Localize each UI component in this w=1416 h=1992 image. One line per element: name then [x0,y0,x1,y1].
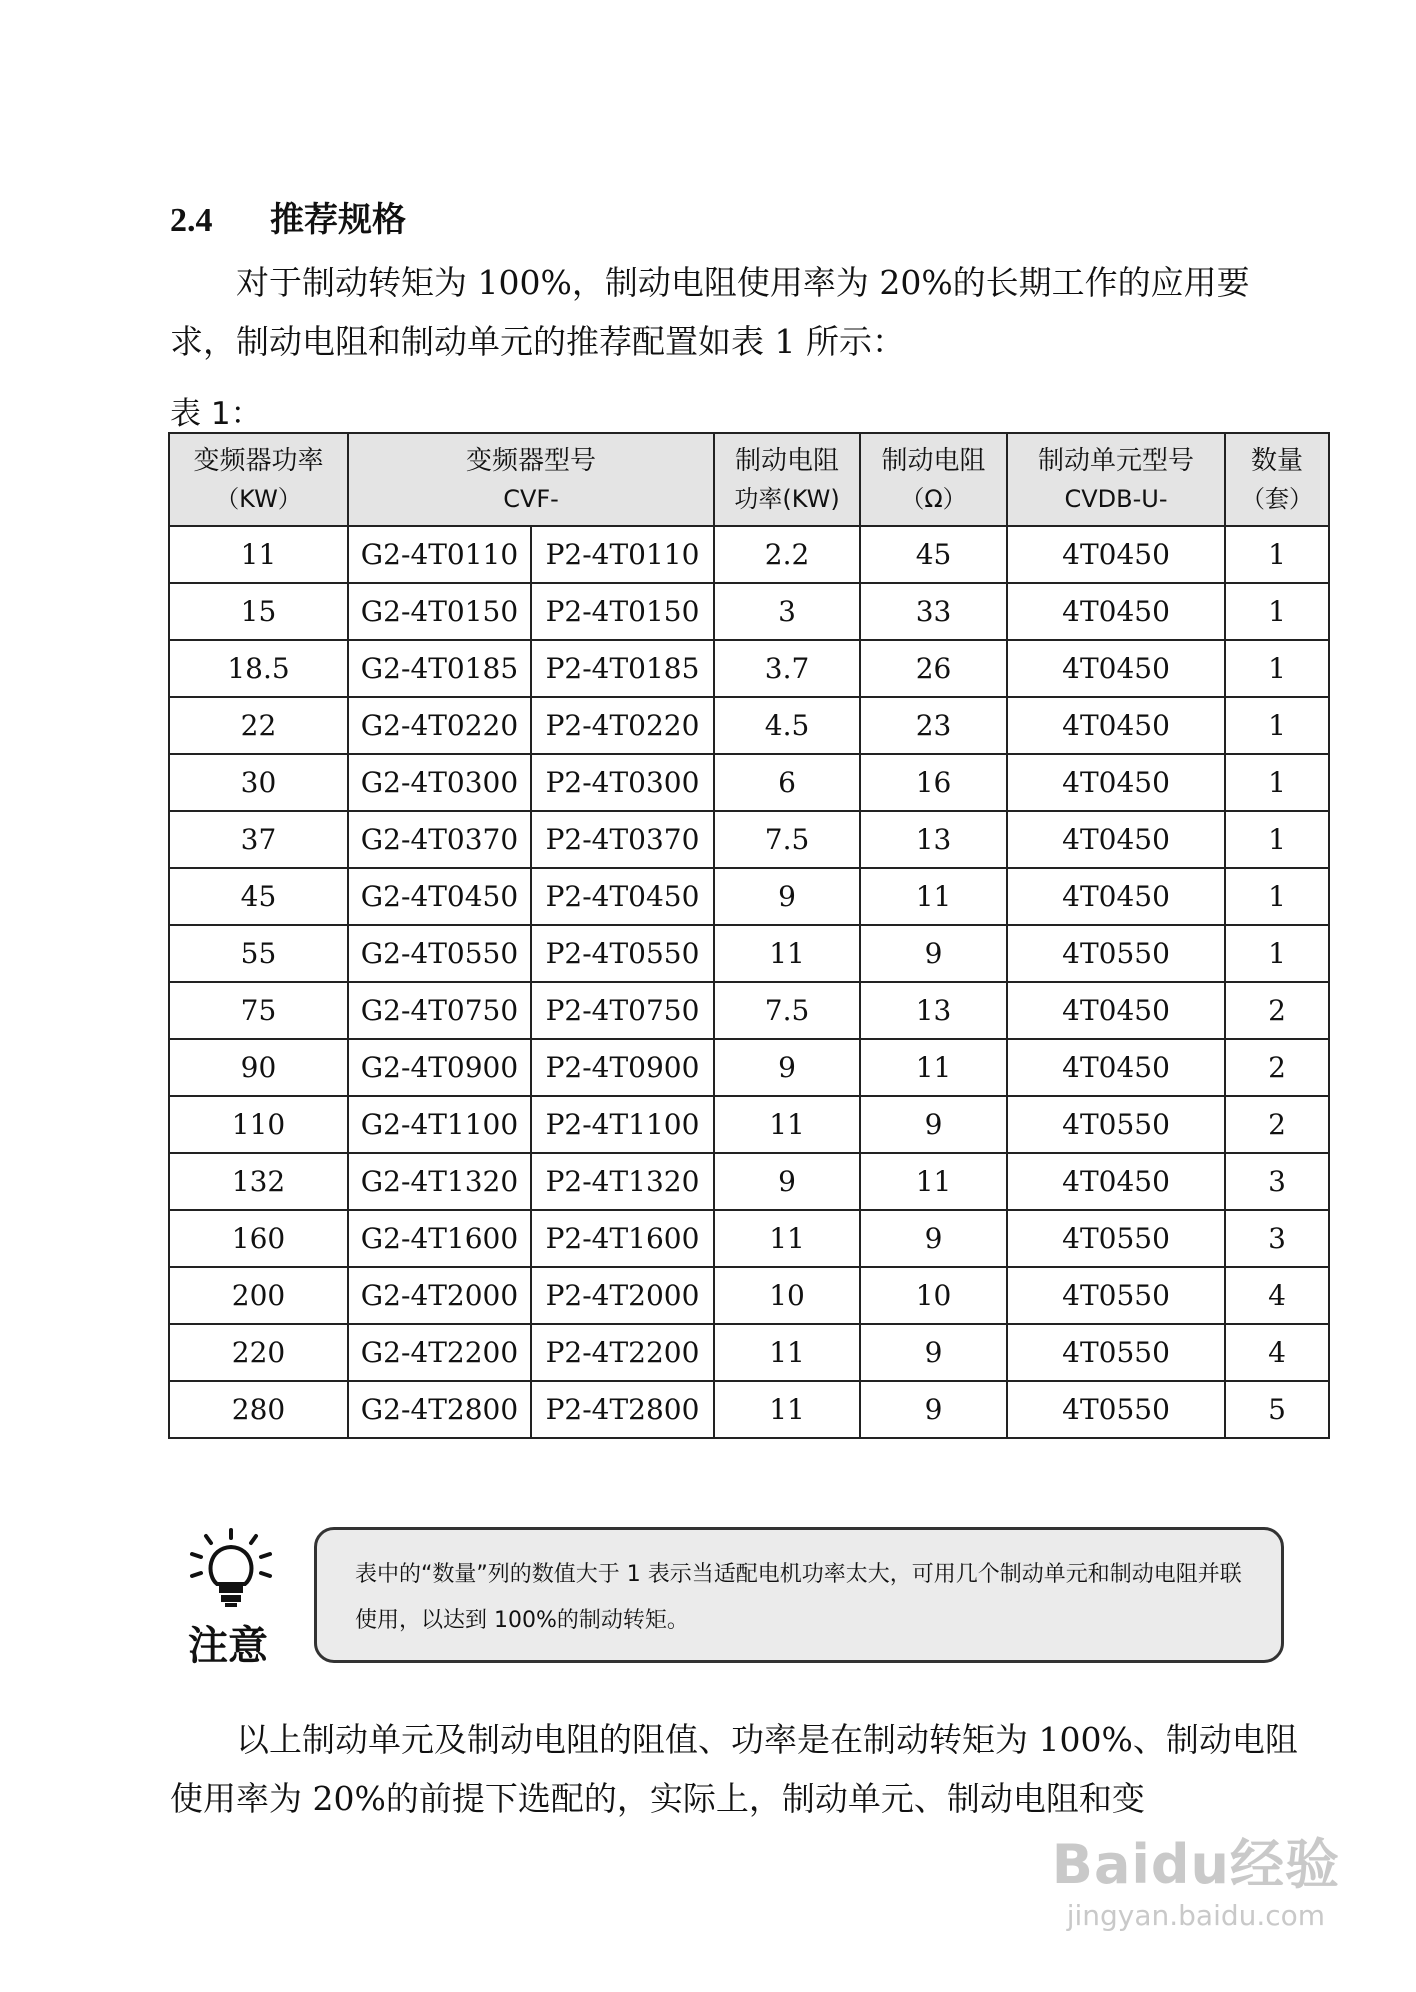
cell-power: 30 [169,754,348,811]
cell-unit-model: 4T0450 [1007,754,1225,811]
section-heading [170,192,406,241]
cell-power: 110 [169,1096,348,1153]
lightbulb-icon [186,1528,276,1608]
table-row [169,982,1329,1039]
cell-resistance: 11 [860,1153,1007,1210]
table-row [169,1153,1329,1210]
cell-quantity: 5 [1225,1381,1329,1438]
cell-quantity: 2 [1225,1096,1329,1153]
cell-quantity: 1 [1225,811,1329,868]
cell-model-p: P2-4T2000 [531,1267,714,1324]
table-row [169,811,1329,868]
cell-quantity: 1 [1225,697,1329,754]
cell-unit-model: 4T0450 [1007,1153,1225,1210]
cell-model-g: G2-4T0150 [348,583,531,640]
table-body [169,526,1329,1438]
cell-power: 75 [169,982,348,1039]
table-row [169,1267,1329,1324]
watermark [1052,1822,1340,1932]
cell-unit-model: 4T0550 [1007,1210,1225,1267]
header-resistance: 制动电阻 （Ω） [860,433,1007,526]
cell-resistor-power: 9 [714,1039,860,1096]
table-row [169,640,1329,697]
cell-resistor-power: 11 [714,1324,860,1381]
cell-resistor-power: 3 [714,583,860,640]
cell-power: 18.5 [169,640,348,697]
cell-model-p: P2-4T1320 [531,1153,714,1210]
cell-resistance: 16 [860,754,1007,811]
header-model: 变频器型号 CVF- [348,433,714,526]
cell-quantity: 1 [1225,526,1329,583]
cell-quantity: 3 [1225,1153,1329,1210]
cell-model-p: P2-4T1600 [531,1210,714,1267]
table-header-row [169,433,1329,526]
cell-quantity: 1 [1225,754,1329,811]
cell-model-g: G2-4T0300 [348,754,531,811]
cell-unit-model: 4T0450 [1007,697,1225,754]
cell-power: 220 [169,1324,348,1381]
cell-unit-model: 4T0550 [1007,1096,1225,1153]
table-row [169,1381,1329,1438]
cell-power: 90 [169,1039,348,1096]
cell-model-p: P2-4T0550 [531,925,714,982]
cell-resistance: 10 [860,1267,1007,1324]
cell-model-p: P2-4T2200 [531,1324,714,1381]
cell-model-g: G2-4T0370 [348,811,531,868]
section-number: 2.4 [170,202,213,239]
cell-power: 37 [169,811,348,868]
cell-model-g: G2-4T0750 [348,982,531,1039]
cell-resistor-power: 4.5 [714,697,860,754]
cell-resistance: 13 [860,982,1007,1039]
cell-resistor-power: 11 [714,1096,860,1153]
cell-quantity: 1 [1225,583,1329,640]
cell-quantity: 2 [1225,982,1329,1039]
cell-resistor-power: 2.2 [714,526,860,583]
cell-unit-model: 4T0550 [1007,925,1225,982]
cell-resistance: 11 [860,868,1007,925]
cell-unit-model: 4T0450 [1007,811,1225,868]
cell-unit-model: 4T0450 [1007,583,1225,640]
cell-quantity: 3 [1225,1210,1329,1267]
cell-quantity: 4 [1225,1267,1329,1324]
cell-unit-model: 4T0550 [1007,1381,1225,1438]
note-text: 表中的“数量”列的数值大于 1 表示当适配电机功率太大，可用几个制动单元和制动电阻并联使用，以达到 100%的制动转矩。 [355,1562,1242,1633]
cell-unit-model: 4T0450 [1007,868,1225,925]
cell-resistor-power: 9 [714,1153,860,1210]
cell-model-g: G2-4T1320 [348,1153,531,1210]
table-row [169,697,1329,754]
cell-model-g: G2-4T0450 [348,868,531,925]
cell-quantity: 1 [1225,868,1329,925]
cell-resistance: 9 [860,1096,1007,1153]
cell-quantity: 1 [1225,925,1329,982]
header-quantity: 数量 （套） [1225,433,1329,526]
cell-resistance: 26 [860,640,1007,697]
table-row [169,754,1329,811]
cell-model-g: G2-4T0220 [348,697,531,754]
header-resistor-power: 制动电阻 功率(KW) [714,433,860,526]
cell-model-g: G2-4T1600 [348,1210,531,1267]
note-box [314,1527,1284,1663]
cell-model-p: P2-4T1100 [531,1096,714,1153]
cell-model-p: P2-4T0110 [531,526,714,583]
cell-model-g: G2-4T2000 [348,1267,531,1324]
cell-power: 160 [169,1210,348,1267]
intro-paragraph: 对于制动转矩为 100%，制动电阻使用率为 20%的长期工作的应用要求，制动电阻和制动单元的推荐配置如表 1 所示： [170,263,1250,361]
cell-unit-model: 4T0450 [1007,526,1225,583]
cell-model-p: P2-4T2800 [531,1381,714,1438]
note-label: 注意 [188,1623,268,1669]
table-row [169,1210,1329,1267]
cell-resistor-power: 7.5 [714,982,860,1039]
table-row [169,925,1329,982]
spec-table [168,432,1330,1439]
cell-power: 280 [169,1381,348,1438]
cell-resistance: 9 [860,1324,1007,1381]
cell-unit-model: 4T0450 [1007,1039,1225,1096]
cell-resistance: 13 [860,811,1007,868]
cell-resistance: 23 [860,697,1007,754]
table-row [169,583,1329,640]
header-power: 变频器功率 （KW） [169,433,348,526]
cell-power: 15 [169,583,348,640]
cell-power: 22 [169,697,348,754]
cell-model-p: P2-4T0750 [531,982,714,1039]
section-title: 推荐规格 [270,200,406,240]
cell-power: 132 [169,1153,348,1210]
watermark-logo: Baidu经验 [1051,1833,1340,1896]
cell-model-g: G2-4T1100 [348,1096,531,1153]
cell-model-p: P2-4T0450 [531,868,714,925]
table-caption: 表 1： [170,396,262,432]
cell-resistance: 45 [860,526,1007,583]
table-row [169,868,1329,925]
cell-unit-model: 4T0550 [1007,1267,1225,1324]
cell-power: 11 [169,526,348,583]
cell-model-g: G2-4T0185 [348,640,531,697]
cell-model-p: P2-4T0370 [531,811,714,868]
cell-resistance: 9 [860,1210,1007,1267]
table-row [169,1096,1329,1153]
watermark-url: jingyan.baidu.com [1066,1899,1326,1932]
cell-unit-model: 4T0450 [1007,640,1225,697]
cell-resistance: 9 [860,925,1007,982]
cell-resistor-power: 6 [714,754,860,811]
cell-power: 55 [169,925,348,982]
cell-resistor-power: 10 [714,1267,860,1324]
cell-resistor-power: 7.5 [714,811,860,868]
cell-model-p: P2-4T0220 [531,697,714,754]
cell-resistor-power: 11 [714,1210,860,1267]
cell-resistor-power: 11 [714,1381,860,1438]
cell-unit-model: 4T0450 [1007,982,1225,1039]
cell-resistance: 33 [860,583,1007,640]
cell-resistance: 9 [860,1381,1007,1438]
cell-model-p: P2-4T0150 [531,583,714,640]
cell-model-g: G2-4T0900 [348,1039,531,1096]
cell-resistor-power: 11 [714,925,860,982]
cell-model-g: G2-4T0550 [348,925,531,982]
cell-resistor-power: 3.7 [714,640,860,697]
cell-model-p: P2-4T0185 [531,640,714,697]
outro-paragraph: 以上制动单元及制动电阻的阻值、功率是在制动转矩为 100%、制动电阻使用率为 20%的前提下选配的，实际上，制动单元、制动电阻和变 [170,1720,1298,1818]
cell-model-g: G2-4T0110 [348,526,531,583]
cell-quantity: 1 [1225,640,1329,697]
cell-resistance: 11 [860,1039,1007,1096]
header-unit-model: 制动单元型号 CVDB-U- [1007,433,1225,526]
cell-model-p: P2-4T0300 [531,754,714,811]
cell-model-g: G2-4T2200 [348,1324,531,1381]
cell-resistor-power: 9 [714,868,860,925]
cell-model-p: P2-4T0900 [531,1039,714,1096]
cell-model-g: G2-4T2800 [348,1381,531,1438]
cell-quantity: 4 [1225,1324,1329,1381]
table-row [169,1039,1329,1096]
cell-unit-model: 4T0550 [1007,1324,1225,1381]
cell-power: 200 [169,1267,348,1324]
table-row [169,526,1329,583]
cell-quantity: 2 [1225,1039,1329,1096]
cell-power: 45 [169,868,348,925]
table-row [169,1324,1329,1381]
